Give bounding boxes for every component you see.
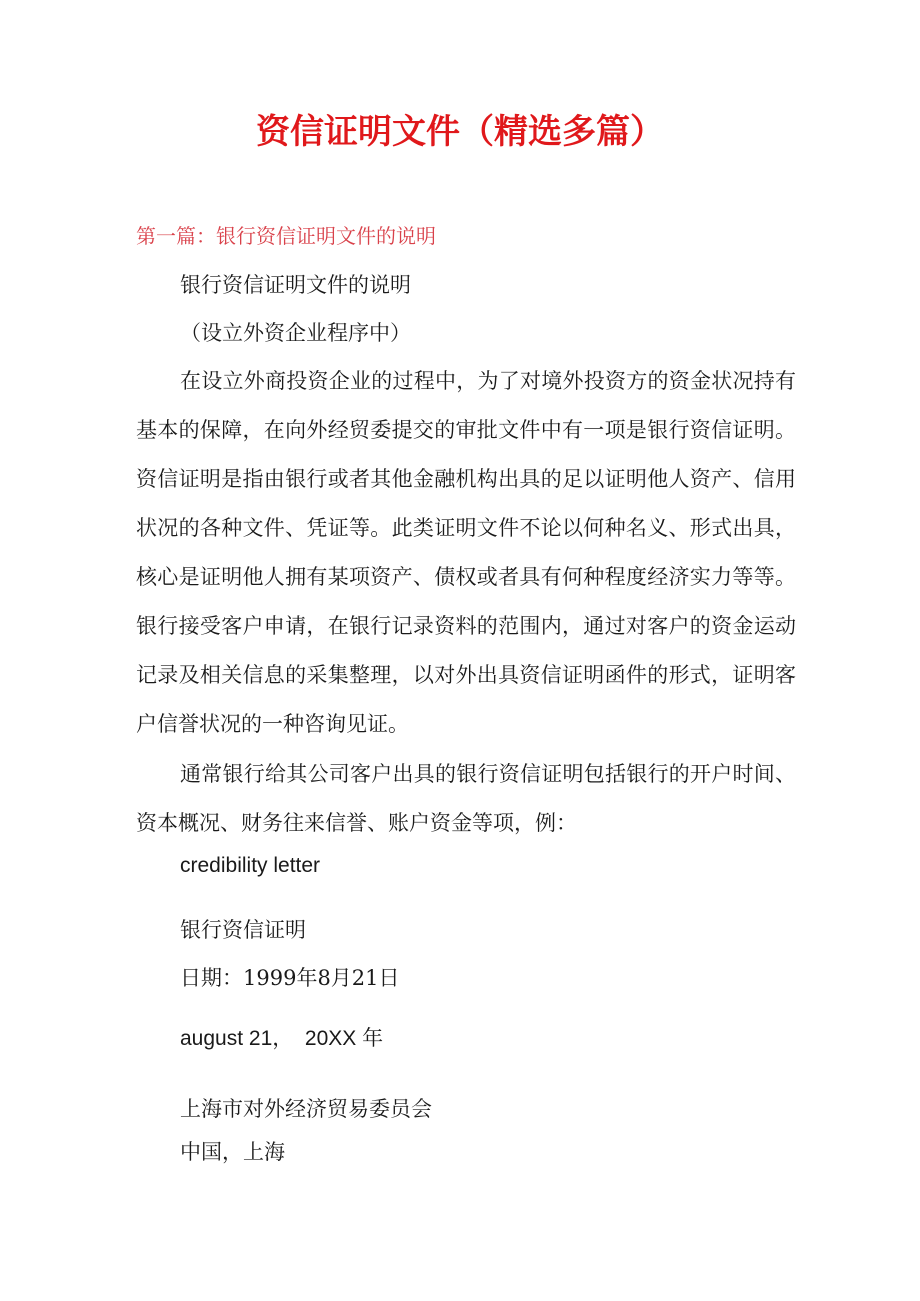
subtitle: 银行资信证明文件的说明: [180, 273, 411, 297]
document-title: 资信证明文件（精选多篇）: [256, 112, 664, 152]
section-heading: 第一篇：银行资信证明文件的说明: [136, 224, 436, 248]
subtitle-note: （设立外资企业程序中）: [180, 321, 411, 345]
body-paragraph-1: 在设立外商投资企业的过程中，为了对境外投资方的资金状况持有基本的保障，在向外经贸委提交的审批文件中有一项是银行资信证明。资信证明是指由银行或者其他金融机构出具的足以证明他人资产、信用状况的各种文件、凭证等。此类证明文件不论以何种名义、形式出具，核心是证明他人拥有某项资产、债权或者具有何种程度经济实力等等。银行接受客户申请，在银行记录资料的范围内，通过对客户的资金运动记录及相关信息的采集整理，以对外出具资信证明函件的形式，证明客户信誉状况的一种咨询见证。: [136, 369, 796, 736]
letter-date-en: august 21， 20XX 年: [180, 1027, 384, 1050]
letter-location: 中国，上海: [180, 1140, 285, 1164]
letter-chinese-title: 银行资信证明: [180, 918, 306, 942]
letter-recipient: 上海市对外经济贸易委员会: [180, 1097, 432, 1121]
letter-english-title: credibility letter: [180, 854, 321, 877]
body-paragraph-2: 通常银行给其公司客户出具的银行资信证明包括银行的开户时间、资本概况、财务往来信誉、账户资金等项，例：: [136, 762, 796, 835]
letter-date-cn: 日期：1999年8月21日: [180, 966, 400, 990]
